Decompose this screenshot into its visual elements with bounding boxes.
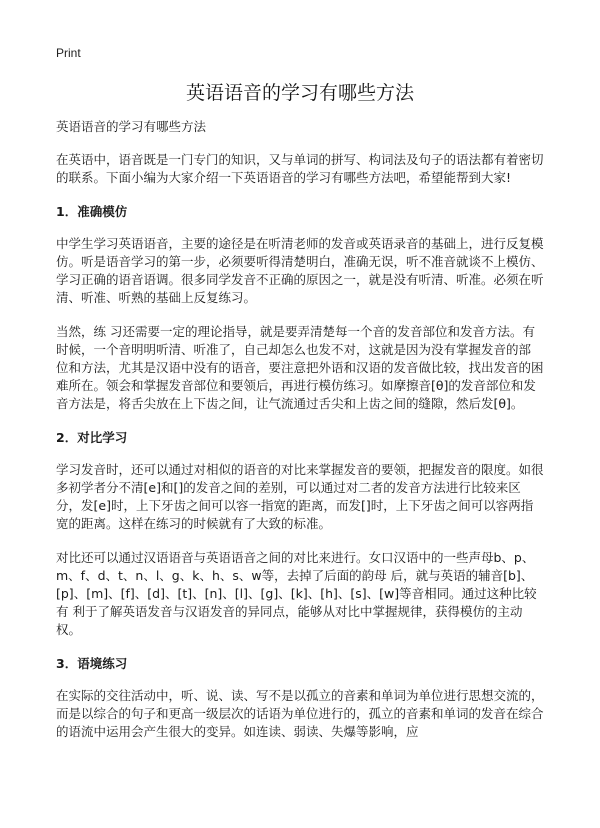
section-heading: 2．对比学习 [56, 430, 128, 445]
document-subtitle: 英语语音的学习有哪些方法 [56, 119, 207, 134]
document-body [56, 118, 544, 757]
section-paragraph: 在实际的交往活动中，听、说、读、写不是以孤立的音素和单词为单位进行思想交流的，而是以综合的句子和更高一级层次的话语为单位进行的，孤立的音素和单词的发音在综合的语流中运用会产生很大的变异。如连读、弱读、失爆等影响，应 [56, 688, 544, 739]
print-link[interactable]: Print [56, 46, 81, 60]
section-heading: 1．准确模仿 [56, 204, 128, 219]
section-paragraph: 中学生学习英语语音，主要的途径是在听清老师的发音或英语录音的基础上，进行反复模仿。听是语音学习的第一步，必须要听得清楚明白，准确无误，听不准音就谈不上模仿、学习正确的语音语调。很多同学发音不正确的原因之一，就是没有听清、听准。必须在听清、听准、听熟的基础上反复练习。 [56, 236, 544, 305]
section-paragraph: 学习发音时，还可以通过对相似的语音的对比来掌握发音的要领，把握发音的限度。如很多初学者分不清[e]和[]的发音之间的差别，可以通过对二者的发音方法进行比较来区分，发[e]时，上下牙齿之间可以容一指宽的距离，而发[]时，上下牙齿之间可以容两指宽的距离。这样在练习的时候就有了大致的标准。 [56, 462, 544, 531]
intro-paragraph: 在英语中，语音既是一门专门的知识，又与单词的拼写、构词法及句子的语法都有着密切的联系。下面小编为大家介绍一下英语语音的学习有哪些方法吧，希望能帮到大家! [56, 152, 544, 185]
section-heading: 3．语境练习 [56, 656, 128, 671]
document-title: 英语语音的学习有哪些方法 [185, 82, 414, 104]
section-paragraph: 当然，练 习还需要一定的理论指导，就是要弄清楚每一个音的发音部位和发音方法。有时候，一个音明明听清、听准了，自己却怎么也发不对，这就是因为没有掌握发音的部 位和方法，尤其是汉语中没有的语音，要注意把外语和汉语的发音做比较，找出发音的困难所在。领会和掌握发音部位和要领后，再进行模仿练习。如摩擦音[θ]的发音部位和发音方法是，将舌尖放在上下齿之间，让气流通过舌尖和上齿之间的缝隙，然后发[θ]。 [56, 324, 544, 411]
section-paragraph: 对比还可以通过汉语语音与英语语音之间的对比来进行。女口汉语中的一些声母b、p、m、f、d、t、n、l、g、k、h、s、w等，去掉了后面的韵母 后，就与英语的辅音[b]、[p]、[m]、[f]、[d]、[t]、[n]、[l]、[g]、[k]、[h]、[s]、[w]等音相同。通过这种比较有 利于了解英语发音与汉语发音的异同点，能够从对比中掌握规律，获得模仿的主动权。 [56, 550, 537, 637]
